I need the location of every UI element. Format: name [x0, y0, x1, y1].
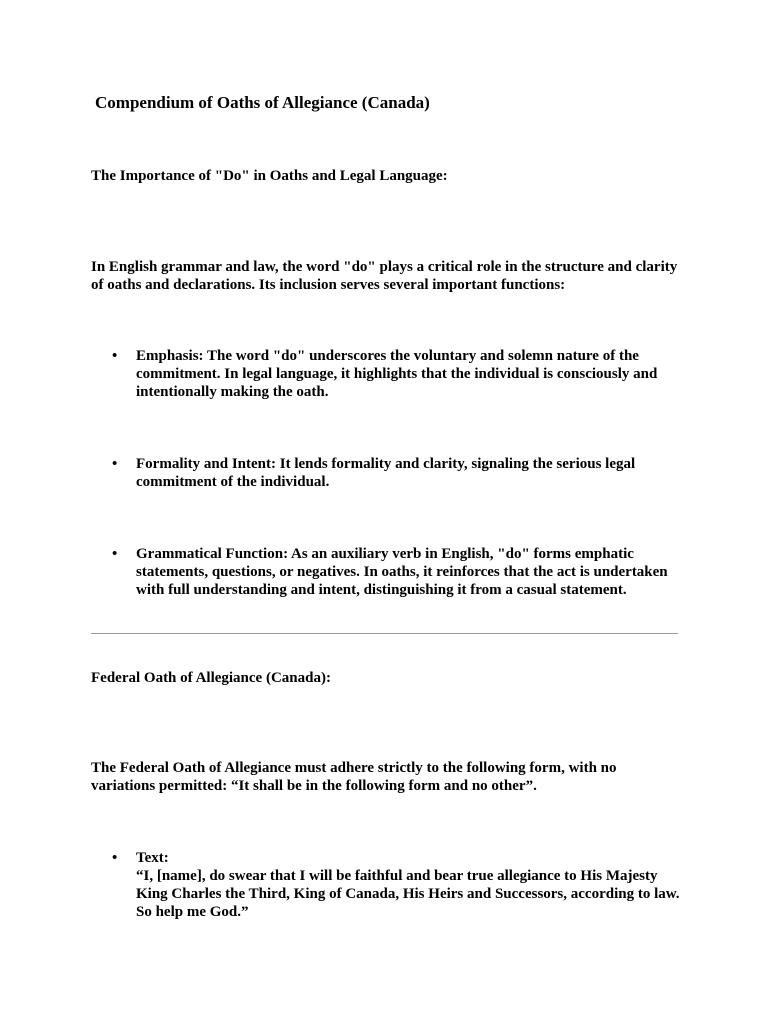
bullet-icon: •	[112, 850, 118, 866]
section-heading-importance-of-do: The Importance of "Do" in Oaths and Legal Language:	[91, 168, 448, 184]
list-item-text: Formality and Intent: It lends formality and clarity, signaling the serious legal commitment of the individual.	[136, 456, 636, 490]
oath-text-quote: “I, [name], do swear that I will be faithful and bear true allegiance to His Majesty King Charles the Third, King of Canada, His Heirs and Successors, according to law. So help me God.”	[136, 868, 680, 920]
section-heading-federal-oath: Federal Oath of Allegiance (Canada):	[91, 670, 331, 686]
bullet-icon: •	[112, 348, 118, 364]
document-title: Compendium of Oaths of Allegiance (Canada)	[95, 93, 430, 112]
bullet-icon: •	[112, 456, 118, 472]
list-item-text: Grammatical Function: As an auxiliary verb in English, "do" forms emphatic statements, questions, or negatives. In oaths, it reinforces that the act is undertaken with full understanding and intent, distinguishing it from a casual statement.	[136, 546, 668, 598]
horizontal-divider	[91, 633, 678, 634]
list-item-text	[136, 849, 682, 921]
oath-text-label: Text:	[136, 850, 169, 866]
federal-oath-intro-paragraph: The Federal Oath of Allegiance must adhere strictly to the following form, with no variations permitted: “It shall be in the following form and no other”.	[91, 760, 617, 794]
section-intro-paragraph: In English grammar and law, the word "do" plays a critical role in the structure and clarity of oaths and declarations. Its inclusion serves several important functions:	[91, 259, 678, 293]
list-item-text: Emphasis: The word "do" underscores the voluntary and solemn nature of the commitment. In legal language, it highlights that the individual is consciously and intentionally making the oath.	[136, 348, 658, 400]
bullet-icon: •	[112, 546, 118, 562]
